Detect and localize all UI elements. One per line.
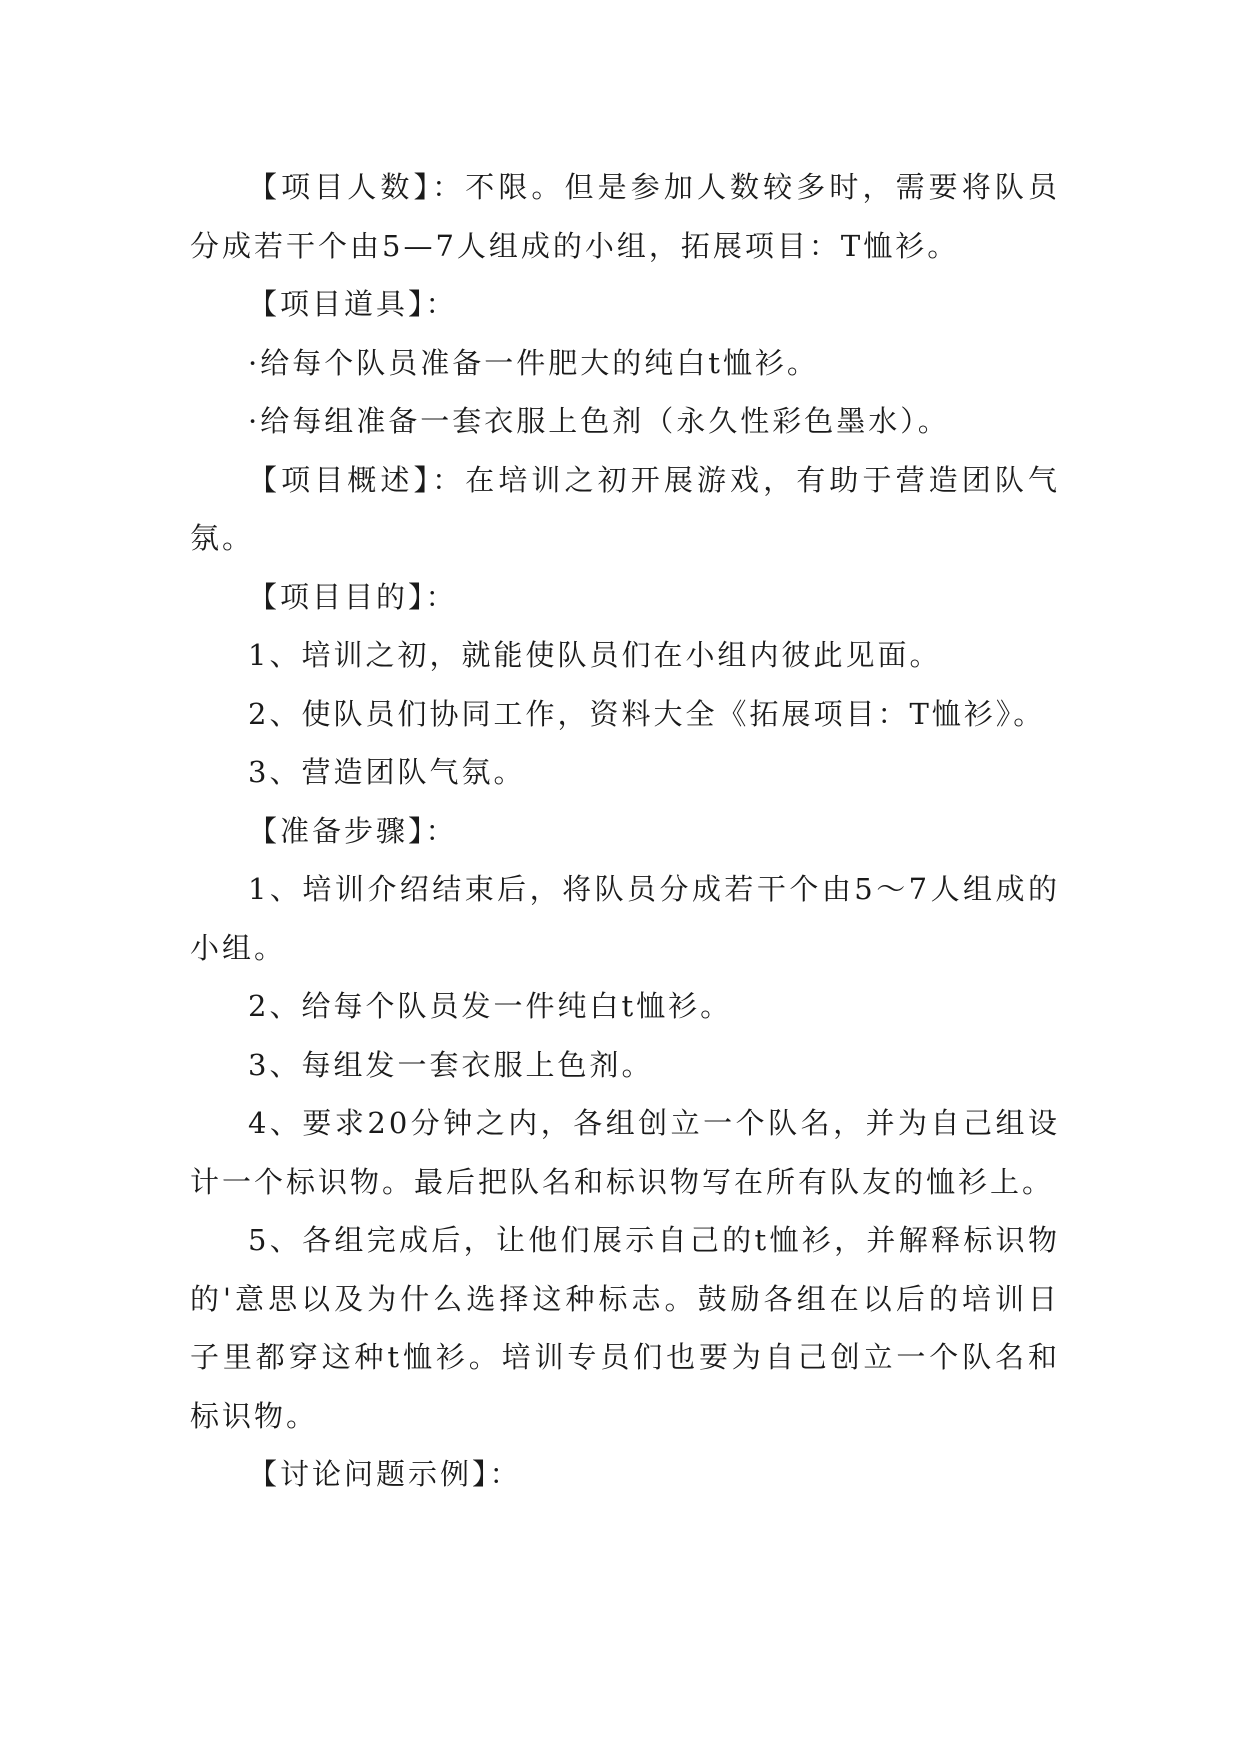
paragraph-props-heading: 【项目道具】： [248,287,458,321]
paragraph-participants: 【项目人数】：不限。但是参加人数较多时，需要将队员分成若干个由5—7人组成的小组，拓展项目：T恤衫。 [190,170,1060,263]
paragraph-purpose-item-1: 1、培训之初，就能使队员们在小组内彼此见面。 [248,638,942,672]
paragraph-step-4: 4、要求20分钟之内，各组创立一个队名，并为自己组设计一个标识物。最后把队名和标识物写在所有队友的恤衫上。 [190,1106,1060,1199]
paragraph-props-item-2: ·给每组准备一套衣服上色剂（永久性彩色墨水）。 [248,404,950,438]
paragraph-purpose-heading: 【项目目的】： [248,579,458,614]
paragraph-step-2: 2、给每个队员发一件纯白t恤衫。 [248,989,733,1023]
paragraph-steps-heading: 【准备步骤】： [248,813,458,848]
document-page [190,158,1060,1504]
paragraph-overview: 【项目概述】：在培训之初开展游戏，有助于营造团队气氛。 [190,462,1060,555]
paragraph-step-5: 5、各组完成后，让他们展示自己的t恤衫，并解释标识物的'意思以及为什么选择这种标志。鼓励各组在以后的培训日子里都穿这种t恤衫。培训专员们也要为自己创立一个队名和标识物。 [190,1223,1060,1433]
paragraph-step-3: 3、每组发一套衣服上色剂。 [248,1047,654,1082]
paragraph-step-1: 1、培训介绍结束后，将队员分成若干个由5～7人组成的小组。 [190,872,1060,965]
paragraph-props-item-1: ·给每个队员准备一件肥大的纯白t恤衫。 [248,345,819,380]
paragraph-discussion-heading: 【讨论问题示例】： [248,1457,522,1491]
paragraph-purpose-item-2: 2、使队员们协同工作，资料大全《拓展项目：T恤衫》。 [248,696,1046,731]
paragraph-purpose-item-3: 3、营造团队气氛。 [248,755,526,789]
